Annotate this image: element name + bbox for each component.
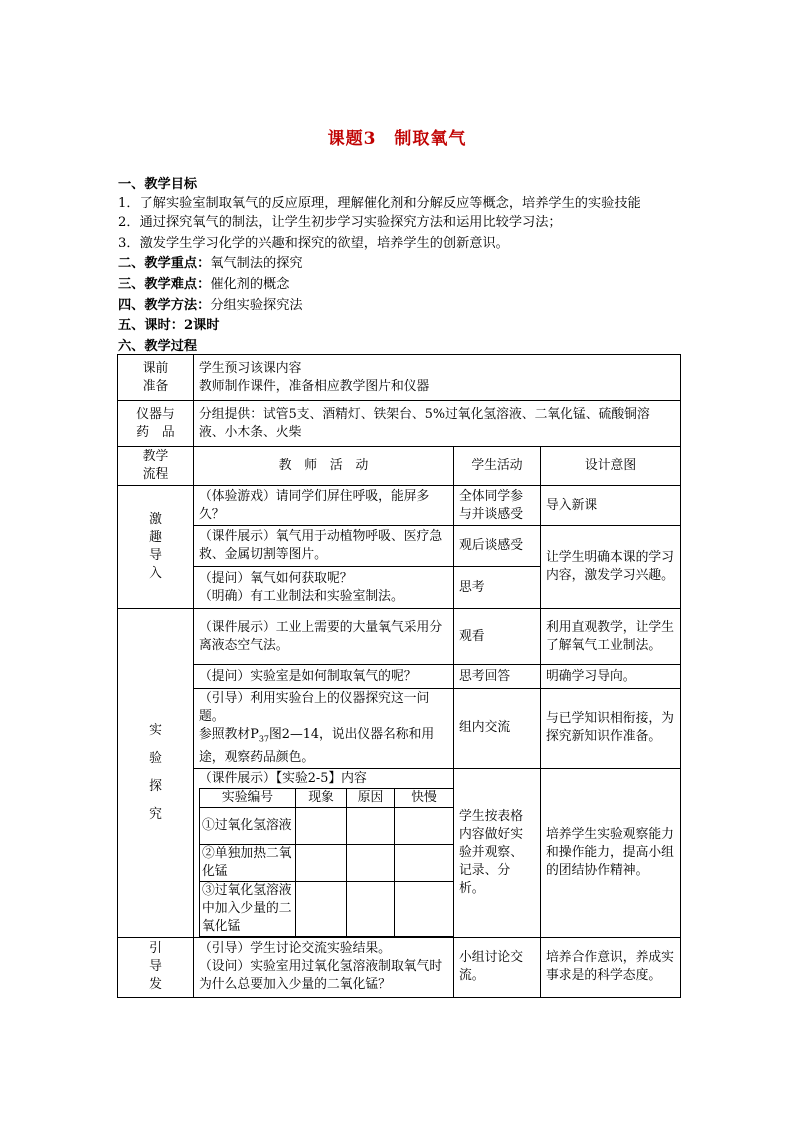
- page-title: 课题3 制取氧气: [327, 129, 467, 149]
- goals-heading: 一、教学目标: [118, 177, 198, 192]
- method-value: 分组实验探究法: [210, 298, 303, 313]
- method-line: [118, 296, 303, 316]
- stage2-teacher-2: （提问）实验室是如何制取氧气的呢？: [194, 665, 454, 689]
- stage2-label-char2: 验: [149, 750, 162, 766]
- experiment-cell[interactable]: [347, 844, 395, 881]
- stage2-label-char1: 实: [149, 722, 162, 738]
- goal-3: 3．激发学生学习化学的兴趣和探究的欲望，培养学生的创新意识。: [118, 236, 509, 251]
- stage2-label: [118, 609, 194, 938]
- stage1-label-char2: 趣: [149, 530, 162, 545]
- prep-label: [118, 355, 194, 401]
- stage1-intent-2: 让学生明确本课的学习内容，激发学习兴趣。: [541, 526, 681, 609]
- stage2-teacher-3-line2: [199, 726, 448, 767]
- experiment-col-reason: 原因: [347, 788, 395, 807]
- stage2-teacher-3: [194, 689, 454, 769]
- difficulty-line: [118, 275, 289, 295]
- stage3-label-char2: 导: [149, 959, 162, 975]
- experiment-cell[interactable]: [395, 881, 454, 936]
- difficulty-value: 催化剂的概念: [210, 277, 290, 292]
- stage3-student: 小组讨论交流。: [454, 937, 541, 997]
- stage3-label: [118, 937, 194, 997]
- stage1-teacher-3-line1: （提问）氧气如何获取呢？: [199, 570, 353, 586]
- header-intent: 设计意图: [541, 447, 681, 486]
- stage2-teacher-3-line1: （引导）利用实验台上的仪器探究这一问题。: [199, 691, 430, 724]
- stage1-teacher-1: （体验游戏）请同学们屏住呼吸，能屏多久？: [194, 486, 454, 526]
- prep-line-1: 学生预习该课内容: [199, 360, 302, 376]
- key-point-line: [118, 254, 303, 274]
- stage2-row-2: [118, 665, 681, 689]
- stage1-label-char1: 激: [149, 512, 162, 527]
- stage3-teacher-line2: （设问）实验室用过氧化氢溶液制取氧气时为什么总要加入少量的二氧化锰？: [199, 959, 443, 993]
- stage2-row-1: [118, 609, 681, 665]
- prep-line-2: 教师制作课件，准备相应教学图片和仪器: [199, 378, 430, 394]
- experiment-row: [200, 881, 454, 936]
- lesson-table: [117, 354, 681, 998]
- header-flow-line2: 流程: [142, 467, 169, 482]
- header-flow-line1: 教学: [142, 449, 169, 464]
- equip-label-line2: 药 品: [136, 424, 175, 440]
- header-teacher: 教 师 活 动: [194, 447, 454, 486]
- hours-value: 2课时: [183, 318, 220, 333]
- stage2-row-3: [118, 689, 681, 769]
- prep-content: [194, 355, 681, 401]
- key-point-label: 二、教学重点：: [118, 256, 211, 271]
- equip-content: 分组提供：试管5支、酒精灯、铁架台、5%过氧化氢溶液、二氧化锰、硫酸铜溶液、小木条、火柴: [194, 401, 681, 447]
- stage2-teacher-1: （课件展示）工业上需要的大量氧气采用分离液态空气法。: [194, 609, 454, 665]
- experiment-row: [200, 844, 454, 881]
- experiment-row-1-name: ①过氧化氢溶液: [200, 807, 296, 844]
- stage3-label-char1: 引: [149, 941, 162, 957]
- stage1-intent-1: 导入新课: [541, 486, 681, 526]
- stage3-teacher-line1: （引导）学生讨论交流实验结果。: [199, 941, 391, 957]
- experiment-cell[interactable]: [296, 844, 347, 881]
- textbook-page: 37: [258, 734, 269, 744]
- experiment-cell[interactable]: [347, 881, 395, 936]
- stage1-label: [118, 486, 194, 609]
- experiment-col-phenomenon: 现象: [296, 788, 347, 807]
- stage2-student-1: 观看: [454, 609, 541, 665]
- textbook-ref: 参照教材P: [199, 727, 259, 742]
- stage3-intent: 培养合作意识，养成实事求是的科学态度。: [541, 937, 681, 997]
- header-row: [118, 447, 681, 486]
- process-heading: 六、教学过程: [118, 339, 198, 354]
- experiment-title: （课件展示）【实验2-5】内容: [199, 770, 367, 786]
- equip-row: [118, 401, 681, 447]
- textbook-ref-rest: 图2—14，说出仪器名称和用途，观察药品颜色。: [199, 727, 435, 765]
- method-label: 四、教学方法：: [118, 298, 211, 313]
- stage2-teacher-4: [194, 768, 454, 937]
- stage3-teacher: [194, 937, 454, 997]
- stage1-student-1: 全体同学参与并谈感受: [454, 486, 541, 526]
- stage1-label-char4: 入: [149, 566, 162, 581]
- stage2-intent-2: 明确学习导向。: [541, 665, 681, 689]
- experiment-row: [200, 807, 454, 844]
- stage2-student-2: 思考回答: [454, 665, 541, 689]
- stage1-student-2: 观后谈感受: [454, 526, 541, 567]
- stage1-row-1: [118, 486, 681, 526]
- stage2-label-char4: 究: [149, 806, 162, 822]
- hours-label: 五、课时：: [118, 318, 184, 333]
- experiment-cell[interactable]: [296, 807, 347, 844]
- stage2-student-4: 学生按表格内容做好实验并观察、记录、分析。: [454, 768, 541, 937]
- stage3-label-char3: 发: [149, 977, 162, 993]
- prep-label-line2: 准备: [142, 378, 169, 394]
- stage2-intent-4: 培养学生实验观察能力和操作能力，提高小组的团结协作精神。: [541, 768, 681, 937]
- hours-line: [118, 316, 220, 336]
- experiment-cell[interactable]: [395, 807, 454, 844]
- stage1-label-char3: 导: [149, 548, 162, 563]
- experiment-table: [199, 788, 454, 937]
- experiment-cell[interactable]: [296, 881, 347, 936]
- header-student: 学生活动: [454, 447, 541, 486]
- stage1-teacher-2: （课件展示）氧气用于动植物呼吸、医疗急救、金属切割等图片。: [194, 526, 454, 567]
- header-flow: [118, 447, 194, 486]
- goal-2: 2．通过探究氧气的制法，让学生初步学习实验探究方法和运用比较学习法；: [118, 215, 562, 230]
- experiment-row-2-name: ②单独加热二氧化锰: [200, 844, 296, 881]
- goal-1: 1．了解实验室制取氧气的反应原理，理解催化剂和分解反应等概念，培养学生的实验技能: [118, 196, 641, 211]
- stage1-row-2: [118, 526, 681, 567]
- stage2-student-3: 组内交流: [454, 689, 541, 769]
- stage3-row: [118, 937, 681, 997]
- stage1-teacher-3-line2: （明确）有工业制法和实验室制法。: [199, 588, 404, 604]
- prep-label-line1: 课前: [142, 360, 169, 376]
- stage2-label-char3: 探: [149, 778, 162, 794]
- experiment-row-3-name: ③过氧化氢溶液中加入少量的二氧化锰: [200, 881, 296, 936]
- prep-row: [118, 355, 681, 401]
- equip-label-line1: 仪器与: [136, 406, 175, 422]
- key-point-value: 氧气制法的探究: [210, 256, 303, 271]
- experiment-col-id: 实验编号: [200, 788, 296, 807]
- stage1-student-3: 思考: [454, 567, 541, 609]
- experiment-header-row: [200, 788, 454, 807]
- experiment-col-speed: 快慢: [395, 788, 454, 807]
- stage2-intent-3: 与已学知识相衔接，为探究新知识作准备。: [541, 689, 681, 769]
- equip-label: [118, 401, 194, 447]
- experiment-cell[interactable]: [395, 844, 454, 881]
- stage2-intent-1: 利用直观教学，让学生了解氧气工业制法。: [541, 609, 681, 665]
- stage1-teacher-3: [194, 567, 454, 609]
- experiment-cell[interactable]: [347, 807, 395, 844]
- stage2-row-4: [118, 768, 681, 937]
- difficulty-label: 三、教学难点：: [118, 277, 211, 292]
